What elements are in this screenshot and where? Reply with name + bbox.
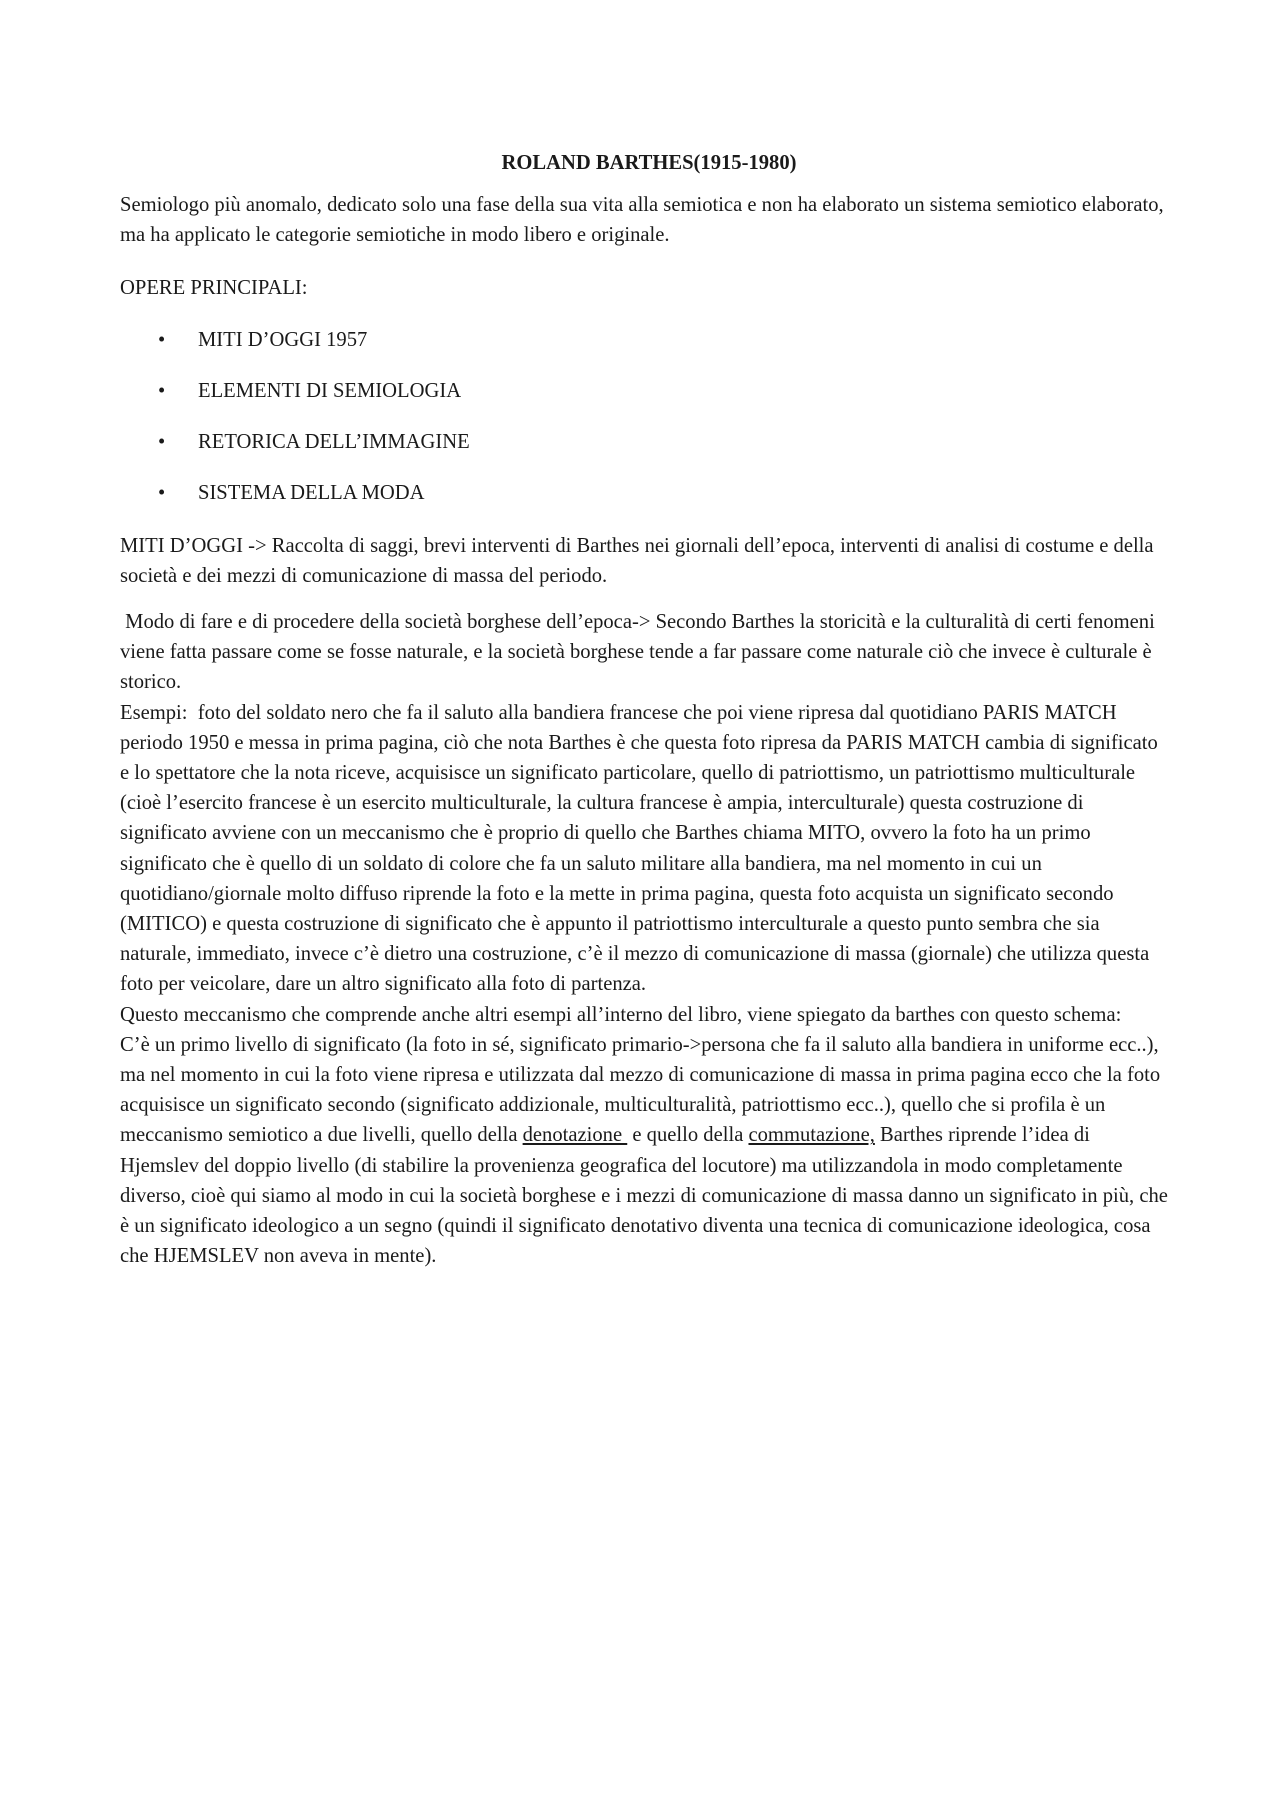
esempi-paragraph: Esempi: foto del soldato nero che fa il saluto alla bandiera francese che poi viene ripresa dal quotidiano PARIS MATCH periodo 1950 e messa in prima pagina, ciò che nota Barthes è che questa foto ripresa da PARIS MATCH cambia di significato e lo spettatore che la nota riceve, acquisisce un significato particolare, quello di patriottismo, un patriottismo multiculturale (cioè l’esercito francese è un esercito multiculturale, la cultura francese è ampia, interculturale) questa costruzione di significato avviene con un meccanismo che è proprio di quello che Barthes chiama MITO, ovvero la foto ha un primo significato che è quello di un soldato di colore che fa un saluto militare alla bandiera, ma nel momento in cui un quotidiano/giornale molto diffuso riprende la foto e la mette in prima pagina, questa foto acquista un significato secondo (MITICO) e questa costruzione di significato che è appunto il patriottismo interculturale a questo punto sembra che sia naturale, immediato, invece c’è dietro una costruzione, c’è il mezzo di comunicazione di massa (giornale) che utilizza questa foto per veicolare, dare un altro significato alla foto di partenza. (120, 701, 1163, 996)
miti-paragraph: MITI D’OGGI -> Raccolta di saggi, brevi interventi di Barthes nei giornali dell’epoca, interventi di analisi di costume e della società e dei mezzi di comunicazione di massa del periodo. (120, 534, 1154, 587)
intro-paragraph: Semiologo più anomalo, dedicato solo una fase della sua vita alla semiotica e non ha elaborato un sistema semiotico elaborato, ma ha applicato le categorie semiotiche in modo libero e originale. (120, 194, 1164, 247)
bullet-icon: • (158, 380, 166, 403)
meccanismo-paragraph: Questo meccanismo che comprende anche altri esempi all’interno del libro, viene spiegato da barthes con questo schema: (120, 1003, 1122, 1026)
livello-text-part1: C’è un primo livello di significato (la foto in sé, significato primario->persona che fa il saluto alla bandiera in uniforme ecc..), ma nel momento in cui la foto viene ripresa e utilizzata dal mezzo di comunicazione di massa in prima pagina ecco che la foto acquisisce un significato secondo (significato addizionale, multiculturalità, patriottismo ecc..), quello che si profila è un meccanismo semiotico a due livelli, quello della (120, 1033, 1166, 1147)
list-item (120, 325, 1168, 355)
list-item (120, 376, 1168, 406)
bullet-icon: • (158, 431, 166, 454)
list-item (120, 478, 1168, 508)
livello-text-part2: e quello della (627, 1124, 749, 1147)
livello-text-part3: Barthes riprende l’idea di Hjemslev del doppio livello (di stabilire la provenienza geografica del locutore) ma utilizzandola in modo completamente diverso, cioè qui siamo al modo in cui la società borghese e i mezzi di comunicazione di massa danno un significato in più, che è un significato ideologico a un segno (quindi il significato denotativo diventa una tecnica di comunicazione ideologica, cosa che HJEMSLEV non aveva in mente). (120, 1124, 1174, 1268)
list-item (120, 427, 1168, 457)
work-title: SISTEMA DELLA MODA (198, 482, 425, 505)
denotazione-term: denotazione (522, 1124, 628, 1147)
work-title: RETORICA DELL’IMMAGINE (198, 431, 470, 454)
work-title: MITI D’OGGI 1957 (198, 328, 368, 351)
works-heading: OPERE PRINCIPALI: (120, 276, 308, 299)
commutazione-term: commutazione, (748, 1124, 875, 1147)
works-list (120, 325, 1168, 509)
modo-paragraph: Modo di fare e di procedere della società borghese dell’epoca-> Secondo Barthes la storicità e la culturalità di certi fenomeni viene fatta passare come se fosse naturale, e la società borghese tende a far passare come naturale ciò che invece è culturale è storico. (120, 611, 1160, 694)
work-title: ELEMENTI DI SEMIOLOGIA (198, 380, 462, 403)
document-body (120, 148, 1174, 1272)
page-title: ROLAND BARTHES(1915-1980) (501, 152, 797, 174)
bullet-icon: • (158, 482, 166, 505)
livello-paragraph (120, 1030, 1174, 1272)
bullet-icon: • (158, 328, 166, 351)
